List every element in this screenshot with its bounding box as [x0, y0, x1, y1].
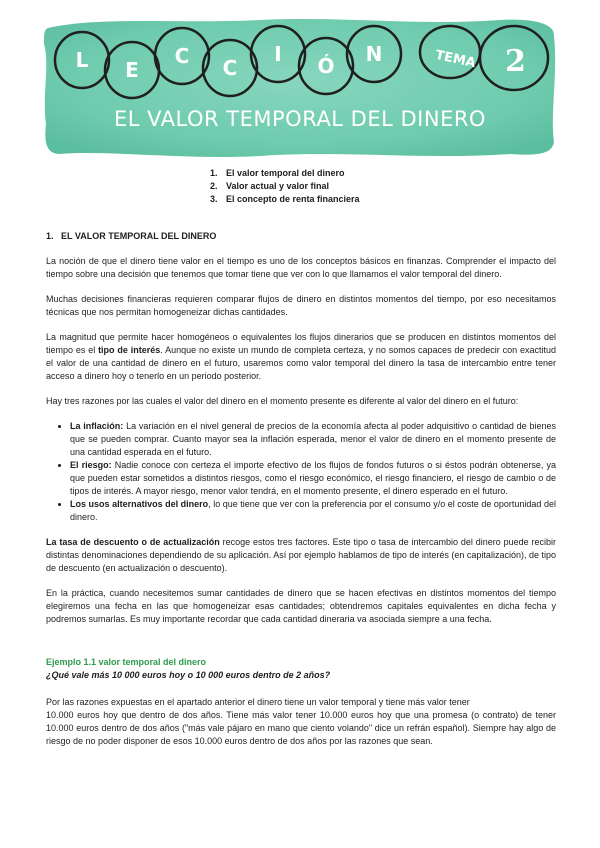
- toc-number: 3.: [210, 194, 218, 204]
- lesson-letter: Ó: [317, 54, 335, 78]
- bold-term: La tasa de descuento o de actualización: [46, 537, 220, 547]
- lesson-letter: L: [75, 48, 89, 72]
- lesson-banner: [40, 14, 560, 160]
- list-item: [70, 459, 556, 498]
- text-run: La magnitud que permite hacer homogéneos o equivalentes los flujos dinerarios que se producen en distintos momentos del tiempo es el: [46, 332, 556, 355]
- tema-label: TEMA: [433, 47, 477, 72]
- toc-label: El valor temporal del dinero: [226, 168, 345, 178]
- text-run: Por las razones expuestas en el apartado anterior el dinero tiene un valor temporal y tiene más valor tener: [46, 697, 470, 707]
- paragraph-discount-rate: [46, 536, 556, 575]
- list-item-text: , lo que tiene que ver con la preferencia por el consumo y/o el coste de oportunidad del dinero.: [70, 499, 556, 522]
- toc-label: El concepto de renta financiera: [226, 194, 360, 204]
- tema-number: 2: [505, 44, 526, 79]
- section-number: 1.: [46, 231, 54, 241]
- example-answer: [46, 696, 556, 748]
- lesson-letter: C: [174, 44, 190, 68]
- watercolor-background: [40, 14, 560, 160]
- bold-term: El riesgo:: [70, 460, 112, 470]
- section-heading: [46, 230, 556, 243]
- list-item: [70, 420, 556, 459]
- reasons-list: [46, 420, 556, 524]
- text-run: recoge estos tres factores. Este tipo o tasa de intercambio del dinero puede recibir distintas denominaciones dependiendo de su aplicación. Así por ejemplo hablamos de tipo de interés (en capitalización), de tipo de descuento (en actualización o descuento).: [46, 537, 556, 573]
- lesson-letter: E: [125, 58, 139, 82]
- table-of-contents: [210, 167, 360, 206]
- example-title: Ejemplo 1.1 valor temporal del dinero: [46, 657, 207, 667]
- text-run: . Aunque no existe un mundo de completa certeza, y no somos capaces de predecir con exactitud el valor de una cantidad de dinero en el futuro, usaremos como valor temporal del dinero la tasa de intercambio entre tener acceso a dinero hoy o tenerlo en un periodo posterior.: [46, 345, 556, 381]
- paragraph-decisions: Muchas decisiones financieras requieren comparar flujos de dinero en distintos momentos del tiempo, por eso necesitamos técnicas que nos permitan homogeneizar dichas cantidades.: [46, 294, 556, 317]
- lesson-letter: I: [274, 42, 282, 66]
- list-item-text: Nadie conoce con certeza el importe efectivo de los flujos de fondos futuros o si éstos podrán obtenerse, ya que pueden estar sometidos a distintos riesgos, como el riesgo económico, el riesgo financiero, el riesgo de cambio o de tipos de interés. A mayor riesgo, menor valor tendrá, en el momento presente, el dinero esperado en el futuro.: [70, 460, 556, 496]
- lesson-letter: C: [222, 56, 238, 80]
- toc-item: [210, 167, 360, 180]
- document-body: [46, 230, 556, 760]
- example-question: ¿Qué vale más 10 000 euros hoy o 10 000 euros dentro de 2 años?: [46, 670, 331, 680]
- toc-item: [210, 193, 360, 206]
- banner-title: EL VALOR TEMPORAL DEL DINERO: [114, 107, 486, 131]
- list-item: [70, 498, 556, 524]
- toc-number: 1.: [210, 168, 218, 178]
- paragraph-magnitude: [46, 331, 556, 383]
- bold-term: Los usos alternativos del dinero: [70, 499, 209, 509]
- toc-label: Valor actual y valor final: [226, 181, 330, 191]
- list-item-text: La variación en el nivel general de precios de la economía afecta al poder adquisitivo o cantidad de bienes que se pueden comprar. Cuanto mayor sea la inflación esperada, menor el valor de dinero en el momento presente de una cantidad esperada en el futuro.: [70, 421, 556, 457]
- paragraph-intro: La noción de que el dinero tiene valor en el tiempo es uno de los conceptos básicos en finanzas. Comprender el impacto del tiempo sobre una decisión que tenemos que tomar tiene que ver con lo que llamamos el valor temporal del dinero.: [46, 256, 556, 279]
- bold-term: tipo de interés: [98, 345, 161, 355]
- text-run: 10.000 euros hoy que dentro de dos años. Tiene más valor tener 10.000 euros hoy que una promesa (o contrato) de tener 10.000 euros dentro de dos años ("más vale pájaro en mano que ciento volando" dice un refrán español). Siempre hay algo de riesgo de no poder disponer de esos 10.000 euros dentro de dos años por las razones que sean.: [46, 710, 556, 746]
- section-title: EL VALOR TEMPORAL DEL DINERO: [61, 231, 217, 241]
- toc-number: 2.: [210, 181, 218, 191]
- bold-term: La inflación:: [70, 421, 124, 431]
- paragraph-reasons: Hay tres razones por las cuales el valor del dinero en el momento presente es diferente al valor del dinero en el futuro:: [46, 396, 519, 406]
- lesson-letter: N: [365, 42, 383, 66]
- paragraph-practice: En la práctica, cuando necesitemos sumar cantidades de dinero que se hacen efectivas en distintos momentos del tiempo elegiremos una fecha en las que homogeneizar esas cantidades; obtendremos capitales equivalentes en dicha fecha y podremos sumarlas. Es muy importante recordar que cada cantidad dineraria va asociada siempre a una fecha.: [46, 588, 556, 624]
- toc-item: [210, 180, 360, 193]
